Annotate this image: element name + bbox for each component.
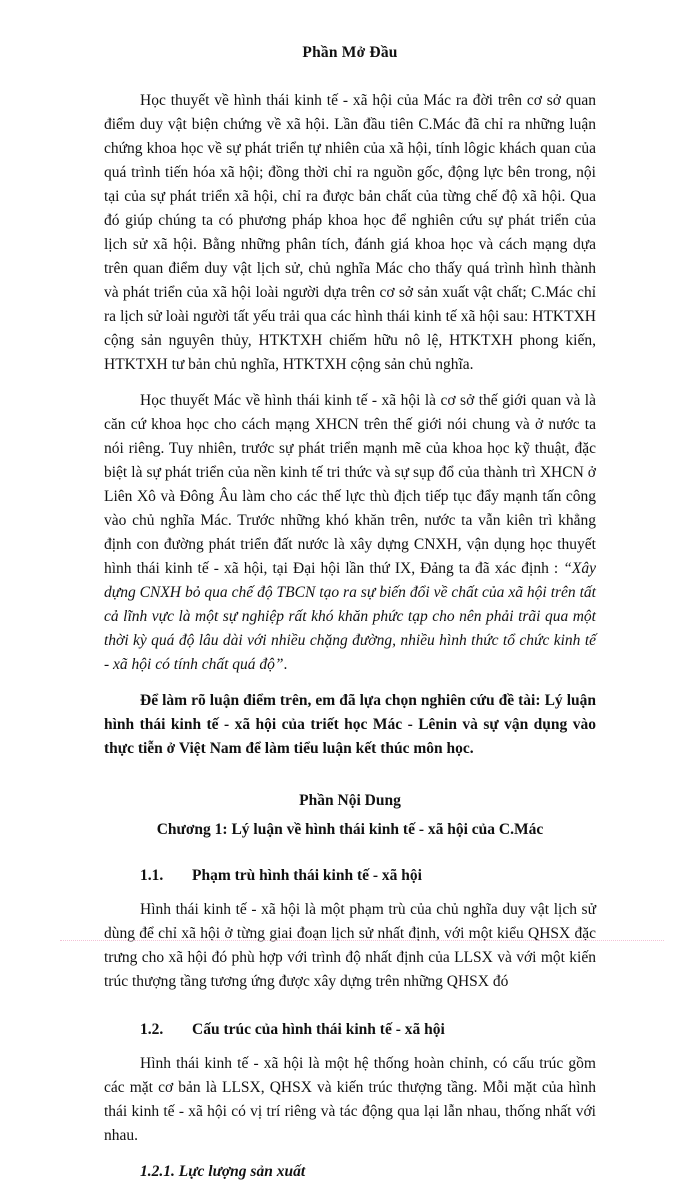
section-heading-1-2 [104, 1020, 596, 1040]
intro-paragraph-1: Học thuyết về hình thái kinh tế - xã hội của Mác ra đời trên cơ sở quan điểm duy vật biện chứng về xã hội. Lần đầu tiên C.Mác đã chỉ ra những luận chứng khoa học về sự phát triển tự nhiên của xã hội, tính lôgic khách quan của quá trình tiến hóa xã hội; đồng thời chỉ ra nguồn gốc, động lực bên trong, nội tại của sự phát triển xã hội, chỉ ra được bản chất của từng chế độ xã hội. Qua đó giúp chúng ta có phương pháp khoa học để nghiên cứu sự phát triển của lịch sử xã hội. Bằng những phân tích, đánh giá khoa học và cách mạng dựa trên quan điểm duy vật lịch sử, chủ nghĩa Mác cho thấy quá trình hình thành và phát triển của xã hội loài người dựa trên cơ sở sản xuất vật chất; C.Mác chỉ ra lịch sử loài người tất yếu trải qua các hình thái kinh tế xã hội sau: HTKTXH cộng sản nguyên thủy, HTKTXH chiếm hữu nô lệ, HTKTXH phong kiến, HTKTXH tư bản chủ nghĩa, HTKTXH cộng sản chủ nghĩa. [104, 91, 596, 373]
section-title-1-1: Phạm trù hình thái kinh tế - xã hội [192, 866, 422, 884]
section-heading-1-1 [104, 866, 596, 886]
section-number-1-1: 1.1. [140, 866, 164, 884]
section-body-1-2: Hình thái kinh tế - xã hội là một hệ thống hoàn chỉnh, có cấu trúc gồm các mặt cơ bản là LLSX, QHSX và kiến trúc thượng tầng. Mỗi mặt của hình thái kinh tế - xã hội có vị trí riêng và tác động qua lại lẫn nhau, thống nhất với nhau. [104, 1055, 596, 1145]
page-title-content: Phần Nội Dung [299, 792, 401, 810]
subsection-heading-1-2-1: 1.2.1. Lực lượng sản xuất [140, 1163, 306, 1181]
chapter-title: Chương 1: Lý luận về hình thái kinh tế - xã hội của C.Mác [156, 821, 544, 839]
intro-paragraph-2-tail: . [283, 655, 288, 673]
intro-paragraph-2-lead: Học thuyết Mác về hình thái kinh tế - xã hội là cơ sở thế giới quan và là căn cứ khoa học cho cách mạng XHCN trên thế giới nói chung và ở nước ta nói riêng. Tuy nhiên, trước sự phát triển mạnh mẽ của khoa học kỹ thuật, đặc biệt là sự phát triển của nền kinh tế tri thức và sự sụp đổ của thành trì XHCN ở Liên Xô và Đông Âu làm cho các thế lực thù địch tiếp tục đẩy mạnh tấn công vào chủ nghĩa Mác. Trước những khó khăn trên, nước ta vẫn kiên trì khẳng định con đường phát triển đất nước là xây dựng CNXH, vận dụng học thuyết hình thái kinh tế - xã hội, tại Đại hội lần thứ IX, Đảng ta đã xác định : [104, 391, 596, 577]
page-title-intro: Phần Mở Đầu [302, 44, 398, 61]
page-break-divider [60, 940, 664, 942]
section-title-1-2: Cấu trúc của hình thái kinh tế - xã hội [192, 1020, 445, 1038]
section-body-1-1: Hình thái kinh tế - xã hội là một phạm trù của chủ nghĩa duy vật lịch sử dùng để chỉ xã hội ở từng giai đoạn lịch sử nhất định, với một kiểu QHSX đặc trưng cho xã hội đó phù hợp với trình độ nhất định của LLSX và với một kiến trúc thượng tầng tương ứng được xây dựng trên những QHSX đó [104, 900, 596, 990]
section-number-1-2: 1.2. [140, 1020, 164, 1038]
intro-paragraph-2 [104, 389, 596, 677]
intro-paragraph-3: Để làm rõ luận điểm trên, em đã lựa chọn nghiên cứu đề tài: Lý luận hình thái kinh tế - xã hội của triết học Mác - Lênin và sự vận dụng vào thực tiễn ở Việt Nam để làm tiểu luận kết thúc môn học. [104, 691, 596, 757]
intro-paragraph-2-quote: “Xây dựng CNXH bỏ qua chế độ TBCN tạo ra sự biến đổi về chất của xã hội trên tất cả lĩnh vực là một sự nghiệp rất khó khăn phức tạp cho nên phải trãi qua một thời kỳ quá độ lâu dài với nhiều chặng đường, nhiều hình thức tổ chức kinh tế - xã hội có tính chất quá độ” [104, 559, 596, 673]
